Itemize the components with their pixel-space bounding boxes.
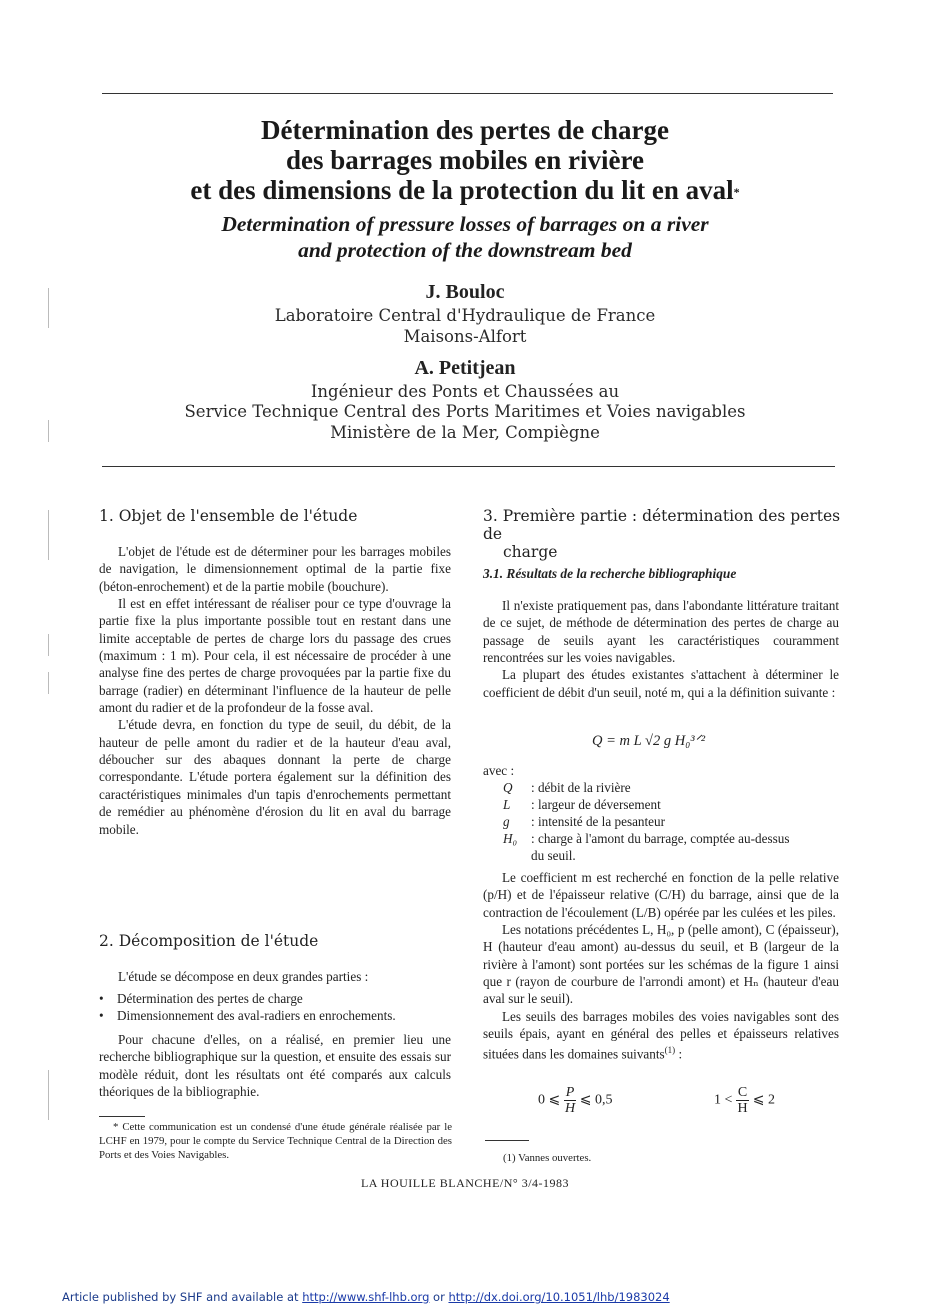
section-1-heading: 1. Objet de l'ensemble de l'étude [99, 507, 358, 525]
subsection-3-1-body-continued [483, 869, 839, 1063]
avec-label: avec : [483, 763, 515, 778]
section-2-heading: 2. Décomposition de l'étude [99, 932, 319, 950]
author-affiliation: Ingénieur des Ponts et Chaussées au [310, 382, 620, 401]
paragraph: La plupart des études existantes s'attachent à déterminer le coefficient de débit d'un seuil, noté m, qui a la définition suivante : [483, 667, 839, 700]
doi-link[interactable]: http://dx.doi.org/10.1051/lhb/1983024 [448, 1290, 670, 1304]
footnote-rule [485, 1140, 529, 1141]
publisher-footer: Article published by SHF and available at http://www.shf-lhb.org or http://dx.doi.org/10.1051/lhb/1983024 [62, 1290, 670, 1304]
definition-item: H₀ : charge à l'amont du barrage, comptée au-dessus [503, 831, 790, 846]
section-3-heading: 3. Première partie : détermination des pertes de charge [483, 507, 841, 561]
paragraph: Les seuils des barrages mobiles des voies navigables sont des seuils épais, ayant en général des pelles et épaisseurs relatives situées dans les domaines suivants$^{(1)}$ : [483, 1008, 839, 1062]
section-1-body [99, 543, 451, 838]
subsection-3-1-heading: 3.1. Résultats de la recherche bibliographique [483, 566, 737, 581]
margin-mark [48, 420, 49, 442]
author-affiliation: Service Technique Central des Ports Maritimes et Voies navigables [184, 402, 746, 421]
footnote: (1) Vannes ouvertes. [503, 1152, 592, 1164]
margin-mark [48, 1070, 49, 1120]
discharge-formula: Q = m L √2 g H₀³ᐟ² [592, 733, 706, 749]
pelle-range: 0 ⩽ $\frac{P}{H}$ ⩽ 0,5 [538, 1085, 613, 1116]
paragraph: Pour chacune d'elles, on a réalisé, en premier lieu une recherche bibliographique sur la question, et ensuite des essais sur modèle réduit, dont les résultats ont été comparés aux calculs théoriques de la bibliographie. [99, 1032, 451, 1100]
margin-mark [48, 672, 49, 694]
paragraph: Le coefficient m est recherché en fonction de la pelle relative (p/H) et de l'épaisseur relative (C/H) du barrage, ainsi que de la contraction de l'écoulement (L/B) opérée par les culées et les piles. [483, 870, 839, 920]
footnote: * Cette communication est un condensé d'une étude générale réalisée par le LCHF en 1979, pour le compte du Service Technique Central de la Direction des Ports et des Voies Navigables. [99, 1121, 452, 1162]
paragraph: Les notations précédentes L, H₀, p (pelle amont), C (épaisseur), H (hauteur d'eau amont) au-dessus du seuil, et B (largeur de la rivière à l'amont) sont portées sur les schémas de la figure 1 ainsi que r (rayon de courbure de l'arrondi amont) et Hₙ (hauteur d'eau aval sur le seuil). [483, 922, 839, 1007]
margin-mark [48, 510, 49, 560]
section-2-body [99, 1031, 451, 1100]
bullet-icon: • [99, 991, 104, 1006]
author-name: A. Petitjean [414, 357, 516, 379]
author-affiliation: Ministère de la Mer, Compiègne [330, 423, 600, 442]
author-affiliation: Maisons-Alfort [403, 327, 527, 346]
bullet-icon: • [99, 1008, 104, 1023]
thickness-range: 1 < $\frac{C}{H}$ ⩽ 2 [714, 1085, 775, 1116]
author-affiliation: Laboratoire Central d'Hydraulique de France [274, 306, 656, 325]
title-line-2: des barrages mobiles en rivière [286, 145, 644, 175]
subtitle-line-1: Determination of pressure losses of barrages on a river [221, 212, 709, 236]
footnote-rule [99, 1116, 145, 1117]
margin-mark [48, 288, 49, 328]
title-footnote-mark: * [733, 185, 740, 199]
header-rule [102, 466, 835, 467]
section-2-intro [99, 968, 451, 985]
shf-link[interactable]: http://www.shf-lhb.org [302, 1290, 430, 1304]
paragraph: L'étude se décompose en deux grandes parties : [118, 969, 369, 984]
title-line-1: Détermination des pertes de charge [261, 115, 669, 145]
top-rule [102, 93, 833, 94]
definition-item: L : largeur de déversement [503, 797, 661, 812]
paragraph: Il est en effet intéressant de réaliser pour ce type d'ouvrage la partie fixe la plus importante possible tout en restant dans une limite acceptable de pertes de charge lors du passage des crues (maximum : 1 m). Pour cela, il est nécessaire de procéder à une analyse fine des pertes de charge provoquées par la partie fixe du barrage (radier) en déterminant l'influence de la hauteur de pelle amont du radier et de la profondeur de la fosse aval. [99, 596, 451, 716]
margin-mark [48, 634, 49, 656]
paragraph: Il n'existe pratiquement pas, dans l'abondante littérature traitant de ce sujet, de méthode de détermination des pertes de charge au passage de seuils ayant les caractéristiques couramment rencontrées sur les voies navigables. [483, 598, 839, 666]
bullet-item: • Détermination des pertes de charge [99, 991, 303, 1006]
definition-item: g : intensité de la pesanteur [503, 814, 666, 829]
journal-citation: LA HOUILLE BLANCHE/N° 3/4-1983 [360, 1176, 570, 1190]
subtitle-line-2: and protection of the downstream bed [298, 238, 632, 262]
definition-item: du seuil. [531, 848, 576, 863]
paragraph: L'étude devra, en fonction du type de seuil, du débit, de la hauteur de pelle amont du radier et de la hauteur d'eau aval, déboucher sur des abaques donnant la perte de charge correspondante. L'étude portera également sur la définition des caractéristiques minimales d'un tapis d'enrochements permettant de remédier au phénomène d'érosion du lit en aval du barrage mobile. [99, 717, 451, 837]
subsection-3-1-body [483, 597, 839, 701]
bullet-item: • Dimensionnement des aval-radiers en enrochements. [99, 1008, 396, 1023]
paragraph: L'objet de l'étude est de déterminer pour les barrages mobiles de navigation, le dimensionnement optimal de la partie fixe (béton-enrochement) et de la partie mobile (bouchure). [99, 544, 451, 594]
definition-item: Q : débit de la rivière [503, 780, 631, 795]
author-name: J. Bouloc [425, 281, 505, 303]
title-line-3: et des dimensions de la protection du lit en aval* [190, 175, 740, 205]
